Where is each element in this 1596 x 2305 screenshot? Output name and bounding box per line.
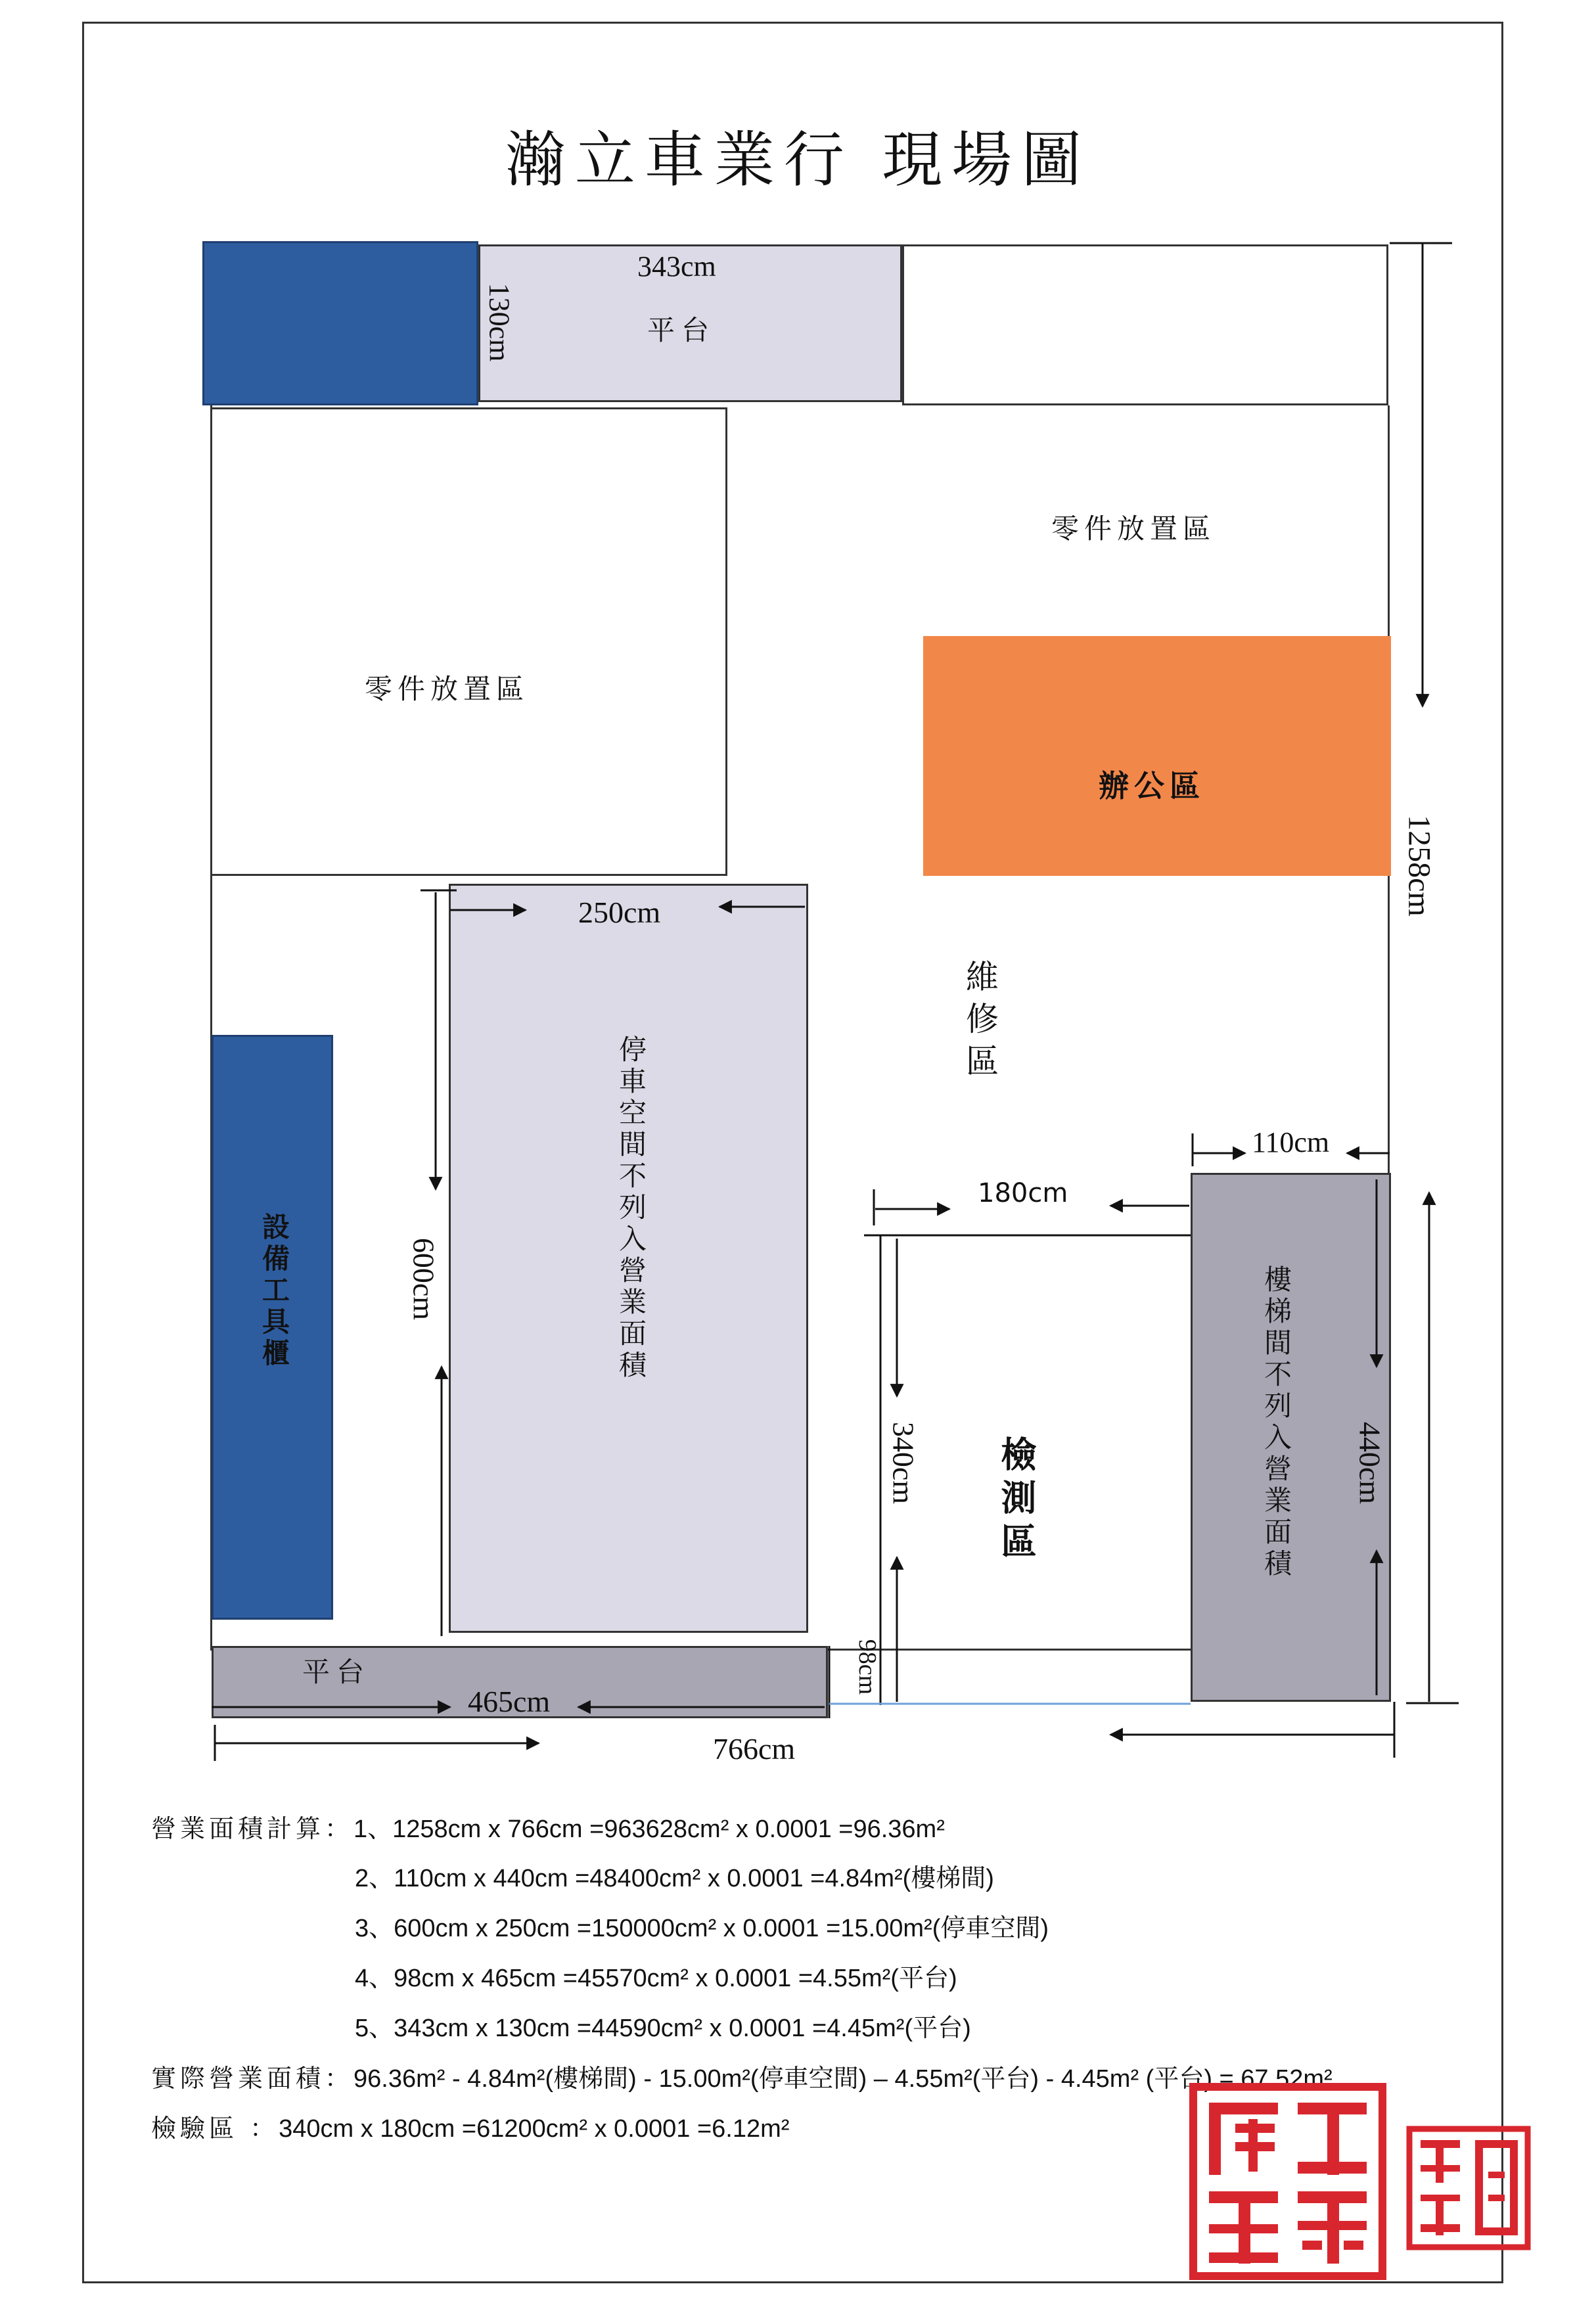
repair-label: 維修區	[961, 959, 999, 1085]
dim-343: 343cm	[637, 250, 716, 283]
calc-r2: 2、110cm x 440cm =48400cm² x 0.0001 =4.84m²(樓梯間)	[355, 1865, 994, 1892]
top-blue-block	[202, 241, 478, 405]
actual-label: 實際營業面積：	[151, 2064, 354, 2093]
dim-766: 766cm	[713, 1732, 796, 1766]
calc-row-2	[151, 1854, 1333, 1904]
left-parts-label: 零件放置區	[365, 673, 530, 705]
dim-98: 98cm	[854, 1639, 881, 1695]
dim-110: 110cm	[1252, 1126, 1330, 1158]
area-calculations	[151, 1804, 1333, 2153]
dim-250: 250cm	[578, 896, 661, 929]
calc-row-4	[151, 1953, 1333, 2003]
calc-label: 營業面積計算：	[151, 1814, 354, 1843]
calc-r3: 3、600cm x 250cm =150000cm² x 0.0001 =15.00m²(停車空間)	[355, 1915, 1049, 1942]
top-right-open	[902, 244, 1388, 405]
calc-row-3	[151, 1904, 1333, 1953]
actual-text: 96.36m² - 4.84m²(樓梯間) - 15.00m²(停車空間) – 4.55m²(平台) - 4.45m² (平台) = 67.52m²	[353, 2065, 1333, 2093]
dim-130: 130cm	[483, 283, 516, 362]
dim-180: 180cm	[978, 1178, 1068, 1208]
left-parts-area	[210, 407, 727, 876]
calc-r5: 5、343cm x 130cm =44590cm² x 0.0001 =4.45m²(平台)	[355, 2015, 971, 2042]
dim-600: 600cm	[407, 1237, 441, 1321]
calc-row-1	[151, 1804, 1333, 1854]
company-seal	[1189, 2083, 1386, 2280]
dim-1258: 1258cm	[1402, 815, 1437, 917]
owner-seal	[1406, 2126, 1531, 2250]
page-title: 瀚立車業行 現場圖	[505, 125, 1091, 195]
office-label: 辦公區	[1099, 768, 1205, 804]
right-parts-label: 零件放置區	[1051, 513, 1216, 545]
dim-340: 340cm	[886, 1421, 921, 1505]
calc-row-5	[151, 2003, 1333, 2053]
office-area	[923, 636, 1391, 876]
calc-r4: 4、98cm x 465cm =45570cm² x 0.0001 =4.55m²(平台)	[355, 1965, 957, 1992]
dim-465: 465cm	[468, 1685, 551, 1718]
actual-area-row	[151, 2053, 1333, 2103]
calc-r1: 1、1258cm x 766cm =963628cm² x 0.0001 =96.36m²	[353, 1815, 945, 1843]
inspection-area-text: 340cm x 180cm =61200cm² x 0.0001 =6.12m²	[279, 2115, 790, 2143]
inspection-area-row	[151, 2103, 1333, 2153]
parking-label: 停車空間不列入營業面積	[615, 1035, 647, 1382]
stairs-label: 樓梯間不列入營業面積	[1260, 1265, 1292, 1580]
equipment-cabinet-label: 設備工具櫃	[258, 1212, 290, 1370]
dim-440: 440cm	[1353, 1421, 1387, 1505]
inspection-area-label: 檢驗區 ：	[151, 2114, 279, 2143]
bottom-platform-label: 平台	[302, 1656, 371, 1688]
inspection-label: 檢測區	[995, 1436, 1037, 1566]
top-platform-label: 平台	[647, 314, 716, 346]
